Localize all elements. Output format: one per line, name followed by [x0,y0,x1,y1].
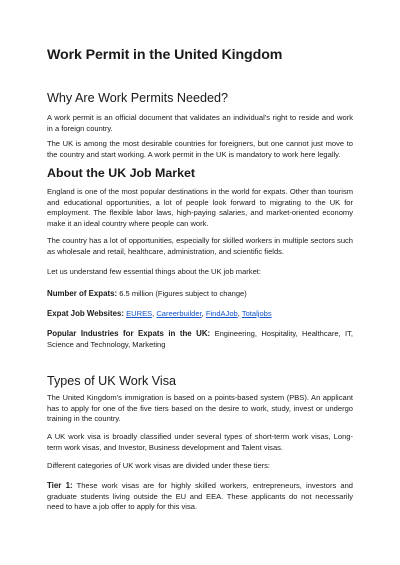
popular-industries-line [47,329,353,350]
heading-visa-types: Types of UK Work Visa [47,374,177,388]
link-findajob[interactable]: FindAJob [205,309,238,318]
paragraph-categories: Different categories of UK work visas are divided under these tiers: [47,461,271,470]
paragraph-permit-definition: A work permit is an official document that validates an individual’s right to reside and work in a foreign country. [47,113,353,133]
expats-value: 6.5 million (Figures subject to change) [117,289,247,298]
page-title: Work Permit in the United Kingdom [47,47,283,63]
tier1-label: Tier 1: [47,481,73,490]
link-careerbuilder[interactable]: Careerbuilder [156,309,202,318]
paragraph-england-popular: England is one of the most popular destinations in the world for expats. Other than tourism and educational opportunities, a lot of people look forward to migrating to the UK for employment. The flexible labor laws, high-paying salaries, and market-oriented economy make it an ideal country where people can work. [47,187,353,228]
tier1-value: These work visas are for highly skilled workers, entrepreneurs, investors and graduate students living outside the EU and EEA. These applicants do not necessarily need to have a job offer to apply for this visa. [47,481,353,512]
industries-label: Popular Industries for Expats in the UK: [47,329,211,338]
paragraph-uk-desirable: The UK is among the most desirable countries for foreigners, but one cannot just move to the country and start working. A work permit in the UK is mandatory to work here legally. [47,139,353,159]
paragraph-understand: Let us understand few essential things about the UK job market: [47,267,261,276]
paragraph-pbs: The United Kingdom’s immigration is based on a points-based system (PBS). An applicant has to apply for one of the five tiers based on the desire to work, study, invest or undergo training in the country. [47,393,353,424]
paragraph-opportunities: The country has a lot of opportunities, especially for skilled workers in multiple sectors such as wholesale and retail, healthcare, administration, and scientific fields. [47,236,353,256]
paragraph-visa-classification: A UK work visa is broadly classified under several types of short-term work visas, Long-term work visas, and Investor, Business development and Talent visas. [47,432,353,452]
heading-job-market: About the UK Job Market [47,166,196,180]
tier1-paragraph [47,481,353,513]
industries-value: Engineering, Hospitality, Healthcare, IT, Science and Technology, Marketing [47,329,353,349]
link-totaljobs[interactable]: Totaljobs [241,309,272,318]
link-eures[interactable]: EURES [126,309,153,318]
job-websites-line: Expat Job Websites: EURES, Careerbuilder, FindAJob, Totaljobs [47,309,272,318]
expats-count-line [47,289,353,300]
job-websites-label: Expat Job Websites: [47,309,125,318]
heading-why-permits: Why Are Work Permits Needed? [47,91,229,105]
expats-label: Number of Expats: [47,289,118,298]
